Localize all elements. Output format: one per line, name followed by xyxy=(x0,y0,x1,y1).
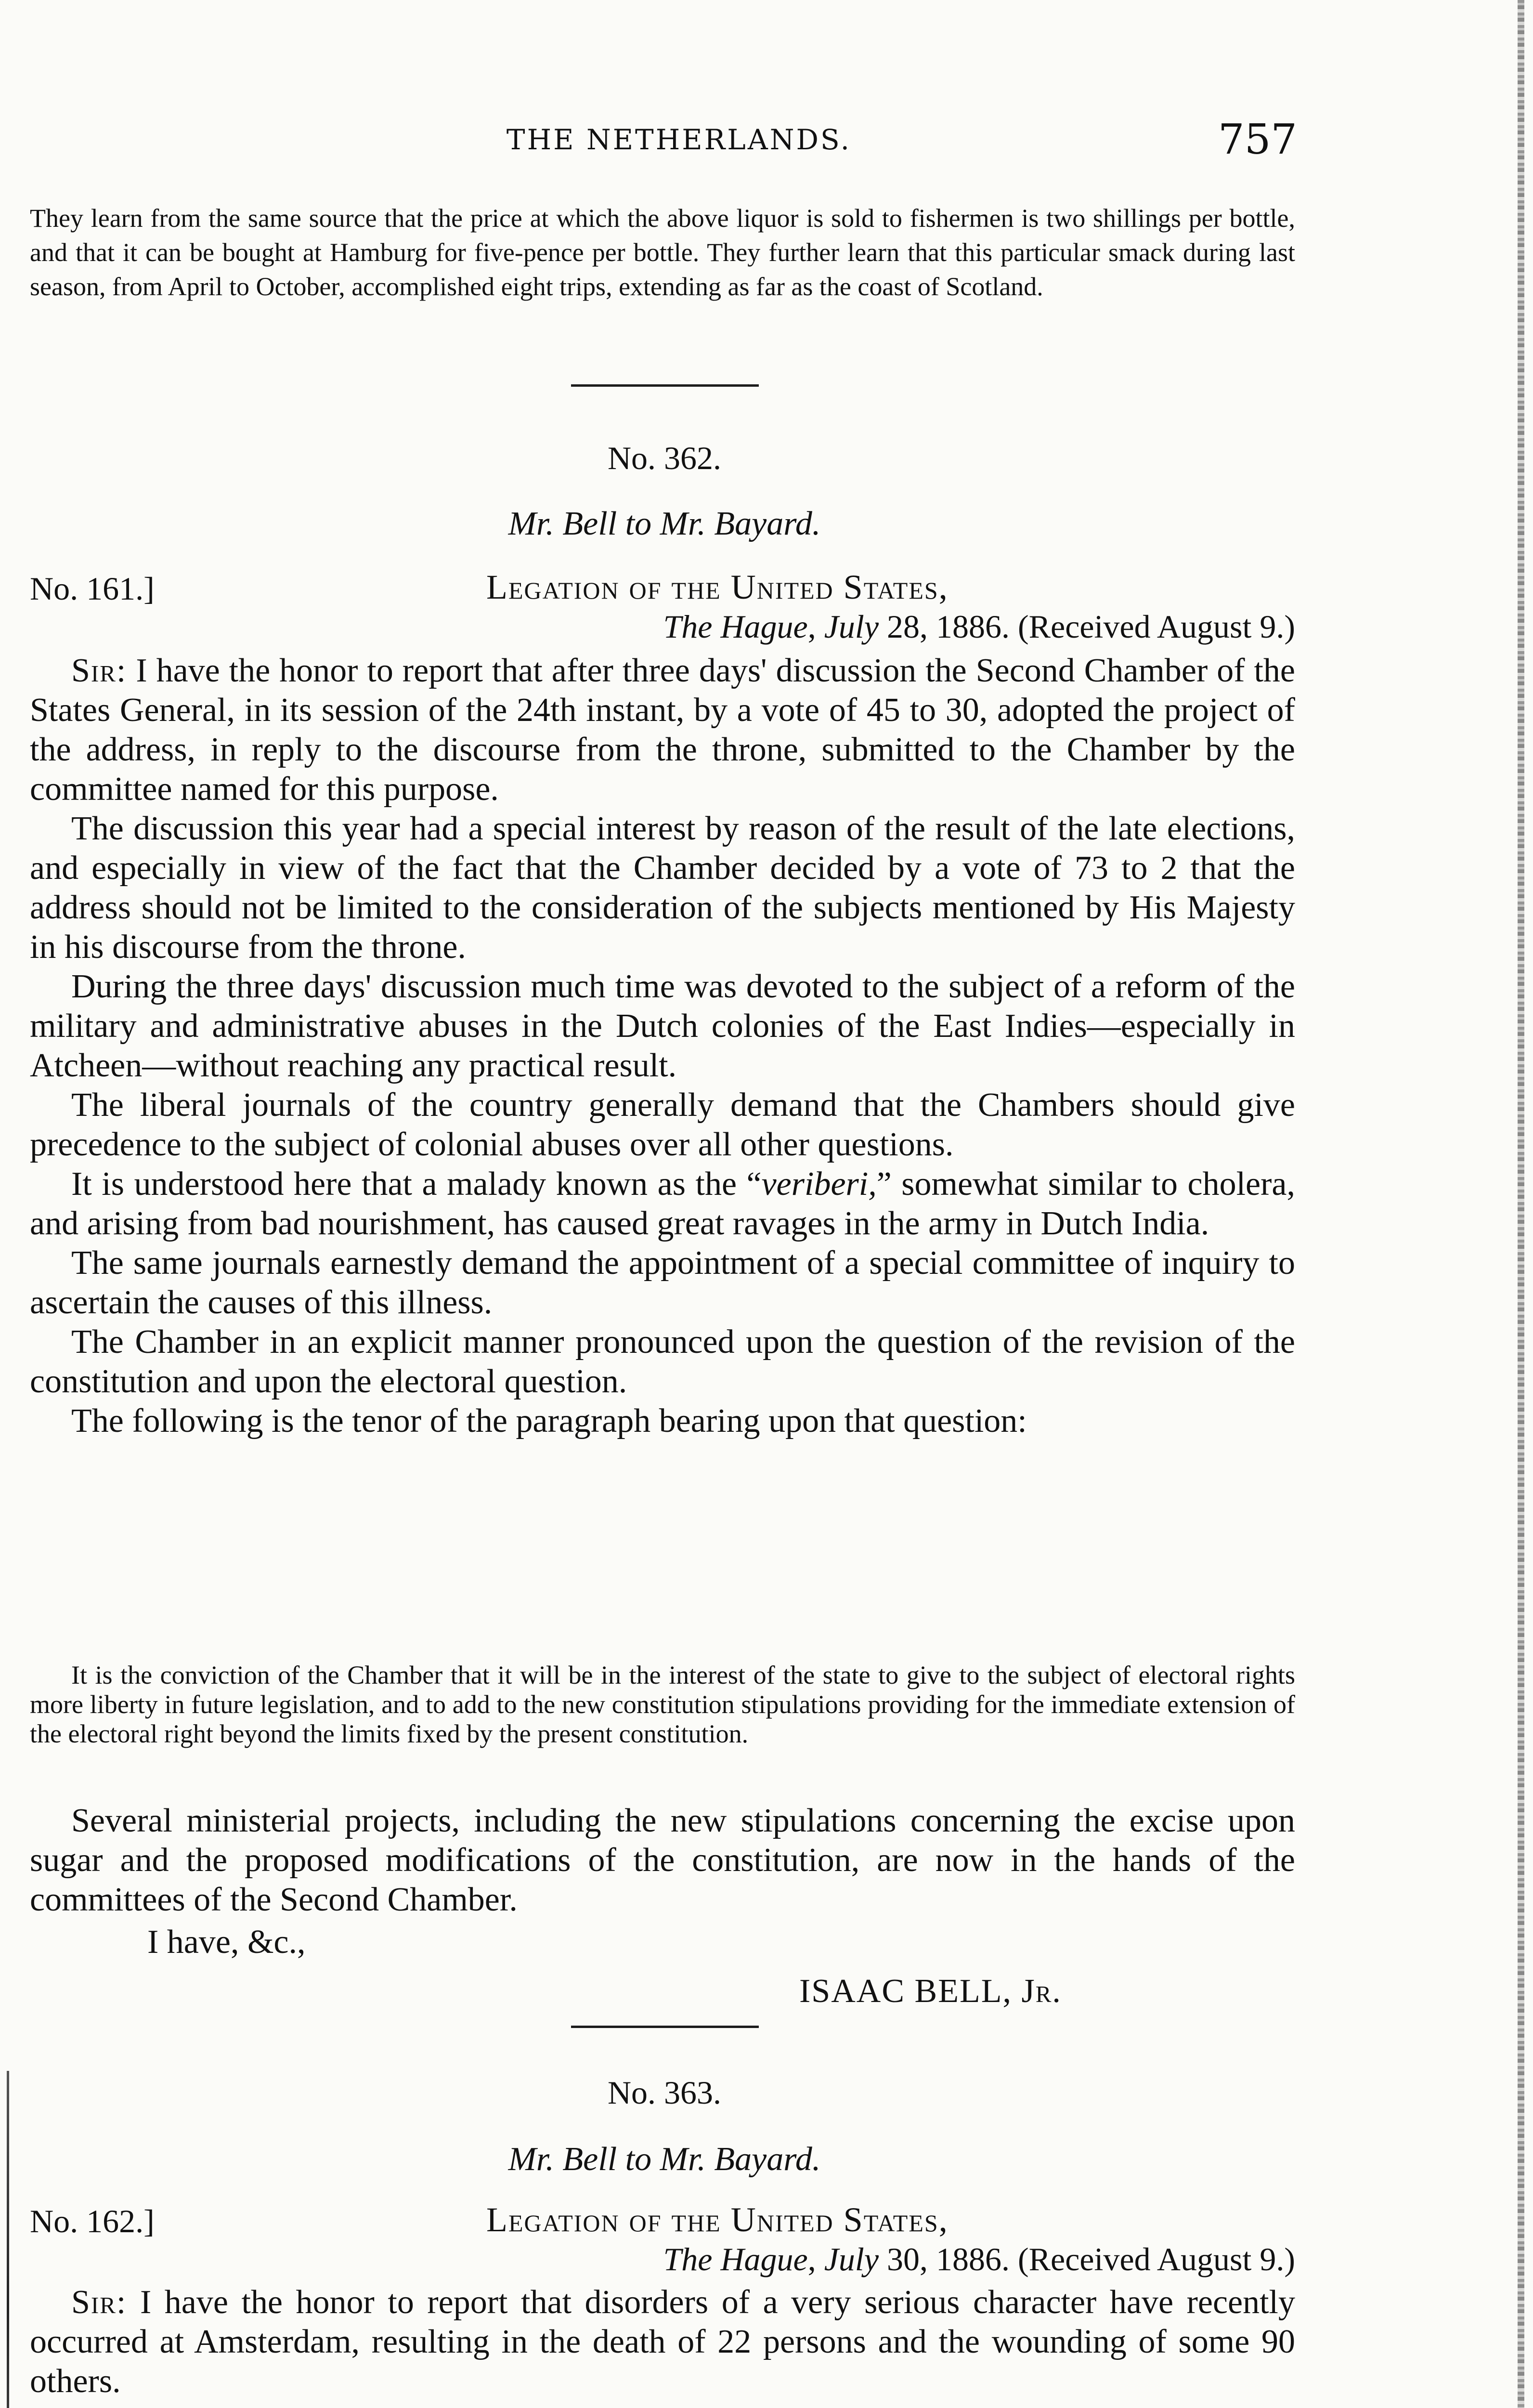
closing-paragraph-362 xyxy=(30,1801,1295,1920)
despatch-number-162: No. 162.] xyxy=(30,2203,155,2239)
quoted-paragraph xyxy=(30,1661,1295,1749)
sign-off-362: I have, &c., xyxy=(147,1924,306,1961)
veriberi-before: It is understood here that a malady known as the “ xyxy=(71,1165,762,1203)
page-number: 757 xyxy=(1218,116,1298,164)
date-gap xyxy=(879,2241,887,2277)
paragraph: The same journals earnestly demand the appointment of a special committee of inquiry to ascertain the causes of this illness. xyxy=(30,1244,1295,1321)
paragraph: Several ministerial projects, including the new stipulations concerning the excise upon sugar and the proposed modifications of the constitution, are now in the hands of the committees of the Second Chamber. xyxy=(30,1802,1295,1918)
month-362: July xyxy=(824,608,879,645)
paragraph xyxy=(30,1165,1295,1243)
veriberi-after: ” somewhat similar to cholera, and arising from bad nourishment, has caused great ravages in the army in Dutch India. xyxy=(30,1165,1295,1242)
date-received-362: 28, 1886. (Received August 9.) xyxy=(887,608,1295,645)
paragraph: The following is the tenor of the paragraph bearing upon that question: xyxy=(71,1402,1027,1440)
paragraph-text: I have the honor to report that disorders of a very serious character have recently occurred at Amsterdam, resulting in the death of 22 persons and the wounding of some 90 others. xyxy=(30,2284,1295,2400)
paragraph-text: I have the honor to report that after three days' discussion the Second Chamber of the States General, in its session of the 24th instant, by a vote of 45 to 30, adopted the project of the address, in reply to the discourse from the throne, submitted to the Chamber by the committee named for this purpose. xyxy=(30,652,1295,808)
section-divider xyxy=(571,384,759,387)
section-divider xyxy=(571,2026,759,2028)
intro-paragraph: They learn from the same source that the price at which the above liquor is sold to fishermen is two shillings per bottle, and that it can be bought at Hamburg for five-pence per bottle. They further learn that this particular smack during last season, from April to October, accomplished eight trips, extending as far as the coast of Scotland. xyxy=(30,204,1295,301)
paragraph xyxy=(30,2283,1295,2401)
date-received-363: 30, 1886. (Received August 9.) xyxy=(887,2241,1295,2277)
month-363: July xyxy=(824,2241,879,2277)
place-comma: , xyxy=(807,608,824,645)
dateline-362 xyxy=(342,608,1295,646)
legation-heading-363: Legation of the United States, xyxy=(486,2200,948,2239)
document-number-363: No. 363. xyxy=(607,2074,722,2111)
date-gap xyxy=(879,608,887,645)
document-number-362: No. 362. xyxy=(607,440,722,476)
page-edge-left xyxy=(7,2071,9,2408)
despatch-number-161: No. 161.] xyxy=(30,570,155,607)
correspondents-363: Mr. Bell to Mr. Bayard. xyxy=(508,2141,821,2178)
paragraph: The discussion this year had a special interest by reason of the result of the late elections, and especially in view of the fact that the Chamber decided by a vote of 73 to 2 that the address should not be limited to the consideration of the subjects mentioned by His Majesty in his discourse from the throne. xyxy=(30,810,1295,966)
letter-body-362 xyxy=(30,651,1295,1441)
veriberi-term: veriberi, xyxy=(761,1165,877,1203)
dateline-363 xyxy=(342,2240,1295,2278)
quote-text: It is the conviction of the Chamber that it will be in the interest of the state to give to the subject of electoral rights more liberty in future legislation, and to add to the new constitution stipulations providing for the immediate extension of the electoral right beyond the limits fixed by the present constitution. xyxy=(30,1661,1295,1748)
correspondents-362: Mr. Bell to Mr. Bayard. xyxy=(508,505,821,542)
paragraph: The liberal journals of the country generally demand that the Chambers should give precedence to the subject of colonial abuses over all other questions. xyxy=(30,1086,1295,1163)
paragraph xyxy=(30,651,1295,809)
place-comma: , xyxy=(807,2241,824,2277)
paragraph: The Chamber in an explicit manner pronounced upon the question of the revision of the constitution and upon the electoral question. xyxy=(30,1323,1295,1400)
signature-362: ISAAC BELL, Jr. xyxy=(799,1973,1062,2010)
page-edge-right xyxy=(1518,0,1524,2408)
running-header-title: THE NETHERLANDS. xyxy=(506,123,852,156)
legation-heading-362: Legation of the United States, xyxy=(486,568,948,606)
salutation: Sir: xyxy=(71,652,127,689)
letter-body-363 xyxy=(30,2283,1295,2401)
paragraph: During the three days' discussion much time was devoted to the subject of a reform of the military and administrative abuses in the Dutch colonies of the East Indies—especially in Atcheen—without reaching any practical result. xyxy=(30,968,1295,1084)
salutation: Sir: xyxy=(71,2284,127,2321)
place-363: The Hague xyxy=(663,2241,808,2277)
place-362: The Hague xyxy=(663,608,808,645)
